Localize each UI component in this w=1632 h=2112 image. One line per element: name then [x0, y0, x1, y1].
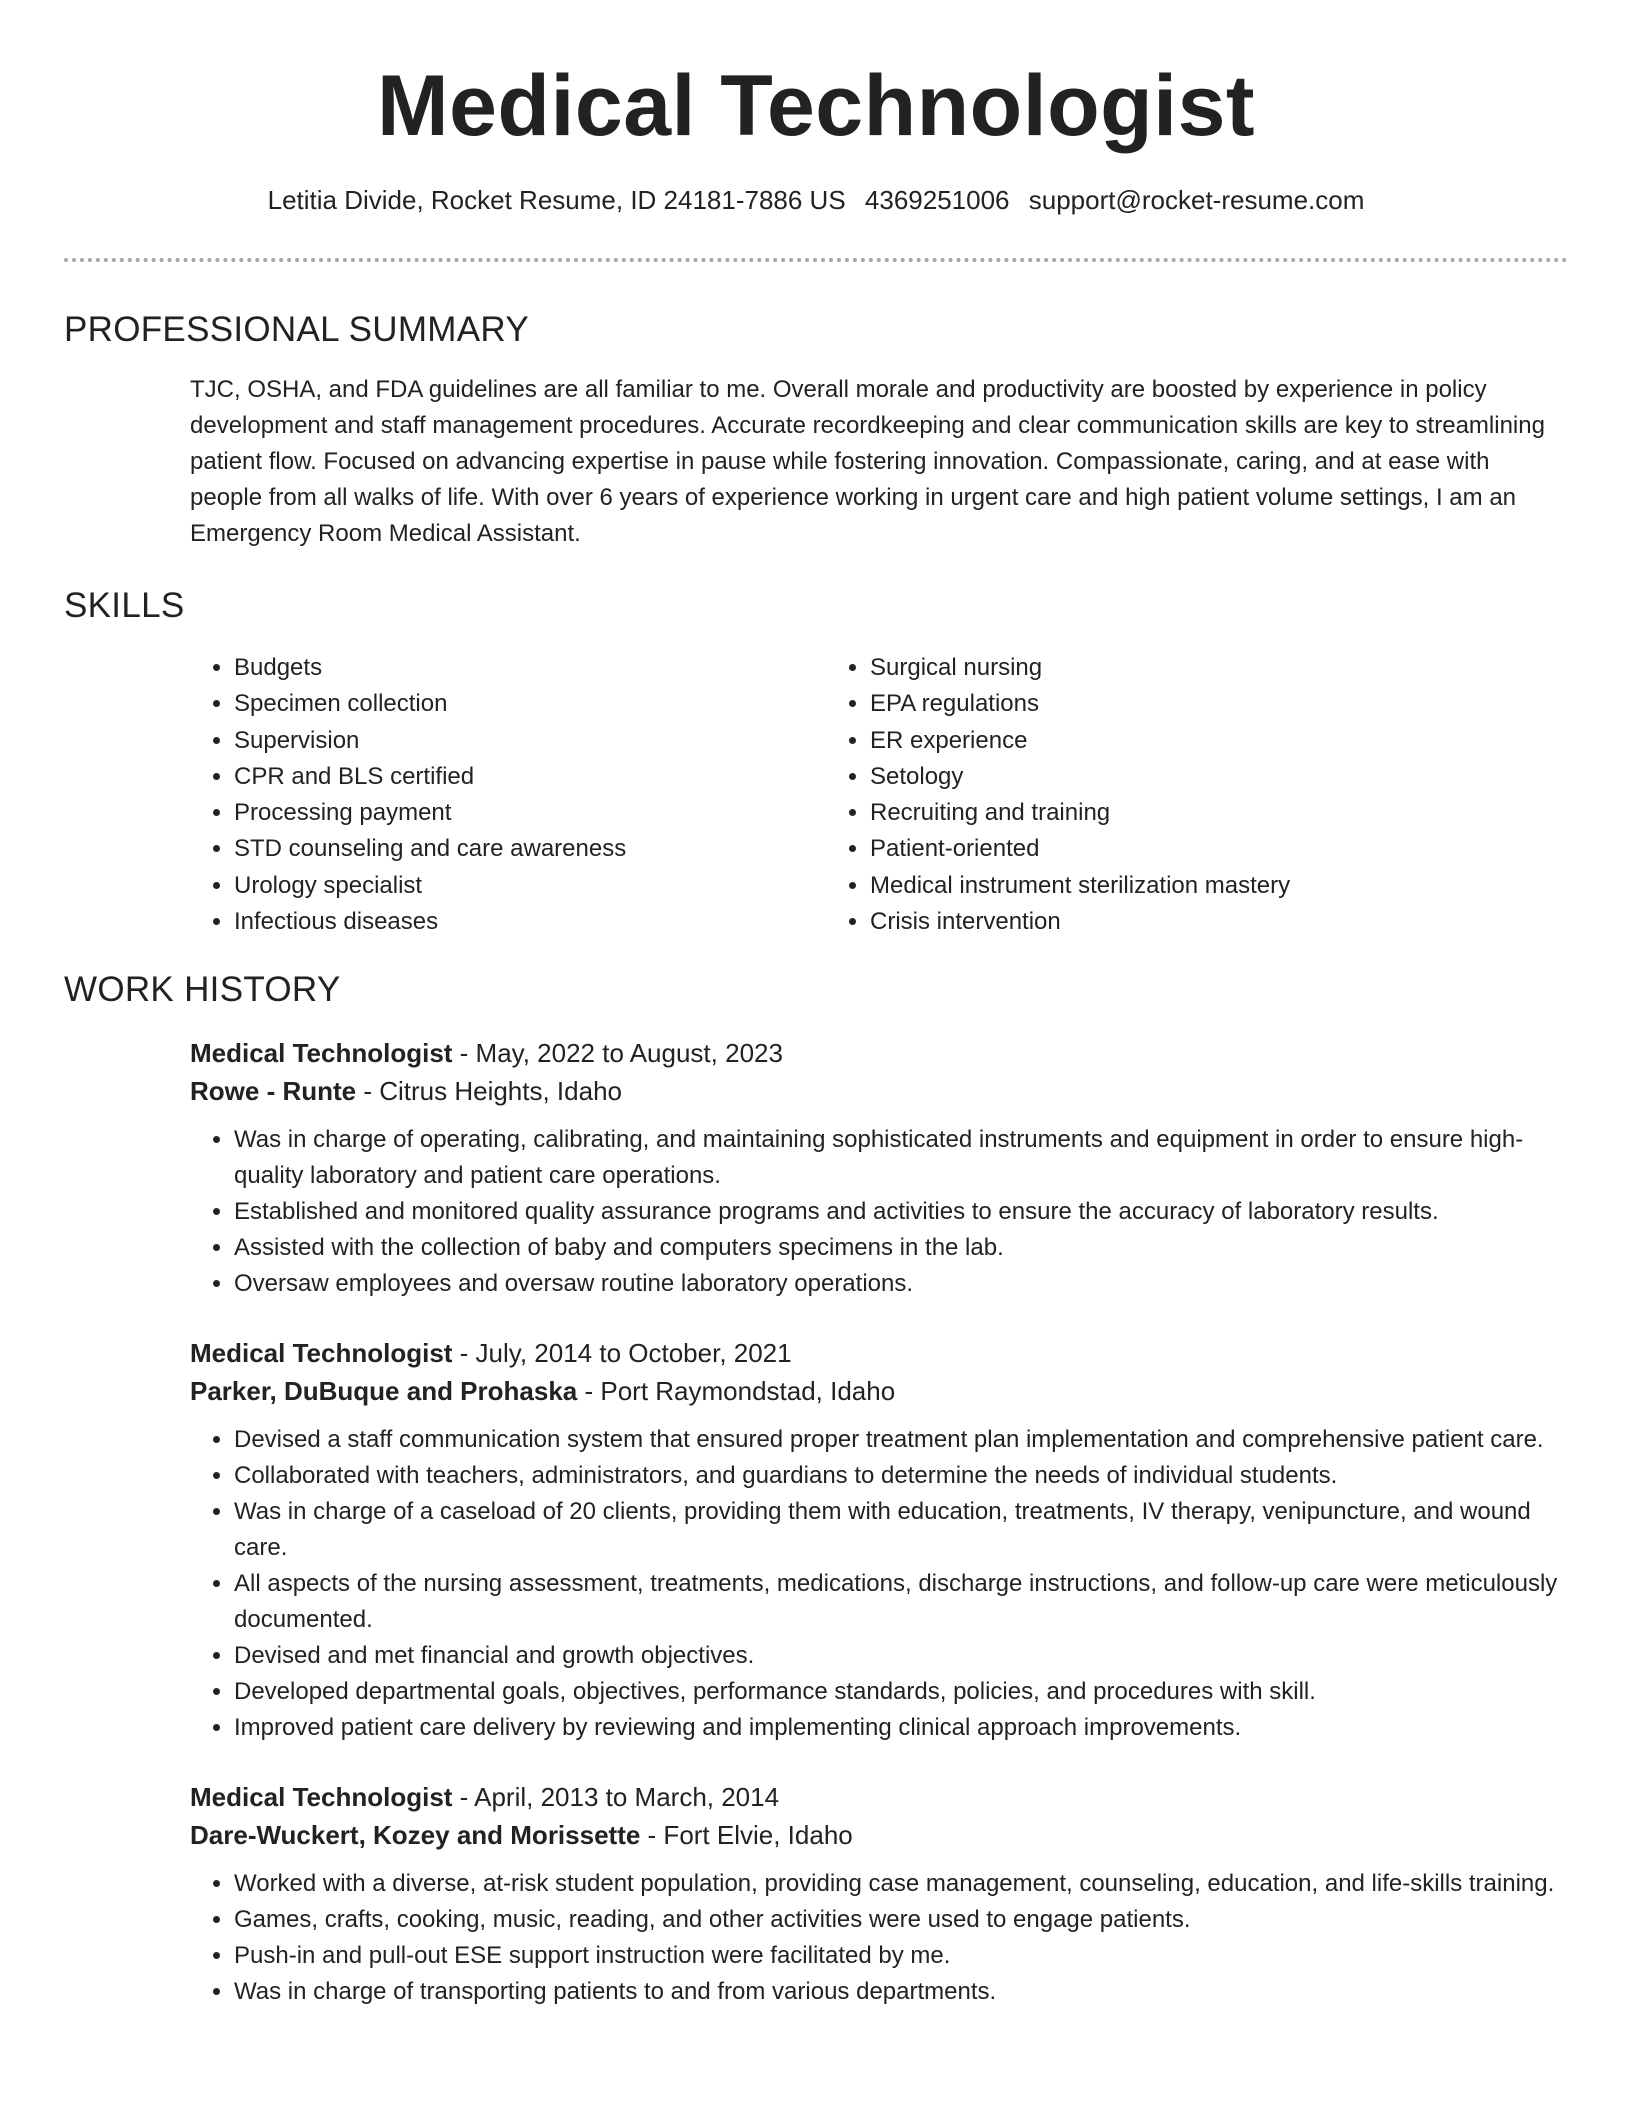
job-bullet: • Established and monitored quality assurance programs and activities to ensure the accuracy of laboratory results.: [234, 1194, 1568, 1230]
job-bullet: • Oversaw employees and oversaw routine laboratory operations.: [234, 1266, 1568, 1302]
skill-item: • Budgets: [234, 650, 826, 686]
job-bullet: • Games, crafts, cooking, music, reading, and other activities were used to engage patients.: [234, 1902, 1568, 1938]
job-entry: [190, 1778, 1568, 2010]
job-dates: - July, 2014 to October, 2021: [452, 1338, 792, 1369]
skills-column-2: [826, 650, 1568, 940]
contact-line: [64, 182, 1568, 218]
header-divider: [64, 258, 1568, 262]
skill-item: • ER experience: [870, 723, 1568, 759]
job-position: Medical Technologist: [190, 1338, 453, 1369]
skill-item: • STD counseling and care awareness: [234, 831, 826, 867]
job-entry: [190, 1034, 1568, 1302]
job-company: Parker, DuBuque and Prohaska: [190, 1376, 578, 1407]
job-bullets: [190, 1422, 1568, 1746]
skills-list: [190, 650, 1568, 940]
skill-item: • Recruiting and training: [870, 795, 1568, 831]
skill-item: • Surgical nursing: [870, 650, 1568, 686]
job-title-line: [190, 1034, 1568, 1072]
job-bullet: • Was in charge of transporting patients to and from various departments.: [234, 1974, 1568, 2010]
job-title-line: [190, 1334, 1568, 1372]
contact-email: support@rocket-resume.com: [1028, 185, 1365, 215]
job-bullet: • Devised and met financial and growth objectives.: [234, 1638, 1568, 1674]
job-company-line: [190, 1372, 1568, 1410]
skill-item: • CPR and BLS certified: [234, 759, 826, 795]
job-bullet: • Collaborated with teachers, administrators, and guardians to determine the needs of individual students.: [234, 1458, 1568, 1494]
resume-name-title: Medical Technologist: [376, 58, 1256, 154]
work-history-heading: WORK HISTORY: [64, 970, 341, 1010]
job-position: Medical Technologist: [190, 1038, 453, 1069]
job-bullet: • Assisted with the collection of baby and computers specimens in the lab.: [234, 1230, 1568, 1266]
job-position: Medical Technologist: [190, 1782, 453, 1813]
job-bullet: • Was in charge of a caseload of 20 clients, providing them with education, treatments, IV therapy, venipuncture, and wound care.: [234, 1494, 1568, 1566]
skill-item: • Urology specialist: [234, 868, 826, 904]
job-company-line: [190, 1072, 1568, 1110]
skill-item: • EPA regulations: [870, 686, 1568, 722]
job-company: Dare-Wuckert, Kozey and Morissette: [190, 1820, 641, 1851]
job-dates: - May, 2022 to August, 2023: [452, 1038, 783, 1069]
skill-item: • Supervision: [234, 723, 826, 759]
job-title-line: [190, 1778, 1568, 1816]
contact-address: Letitia Divide, Rocket Resume, ID 24181-7886 US: [267, 185, 846, 215]
skill-item: • Specimen collection: [234, 686, 826, 722]
job-bullet: • Push-in and pull-out ESE support instruction were facilitated by me.: [234, 1938, 1568, 1974]
summary-text: TJC, OSHA, and FDA guidelines are all familiar to me. Overall morale and productivity are boosted by experience in policy development and staff management procedures. Accurate recordkeeping and clear communication skills are key to streamlining patient flow. Focused on advancing expertise in pause while fostering innovation. Compassionate, caring, and at ease with people from all walks of life. With over 6 years of experience working in urgent care and high patient volume settings, I am an Emergency Room Medical Assistant.: [190, 376, 1545, 547]
job-bullet: • Was in charge of operating, calibrating, and maintaining sophisticated instruments and equipment in order to ensure high-quality laboratory and patient care operations.: [234, 1122, 1568, 1194]
skill-item: • Crisis intervention: [870, 904, 1568, 940]
job-bullet: • Improved patient care delivery by reviewing and implementing clinical approach improvements.: [234, 1710, 1568, 1746]
job-entry: [190, 1334, 1568, 1746]
contact-phone: 4369251006: [864, 185, 1010, 215]
skills-column-1: [190, 650, 826, 940]
job-company: Rowe - Runte: [190, 1076, 357, 1107]
job-location: - Port Raymondstad, Idaho: [577, 1376, 896, 1407]
job-bullet: • Worked with a diverse, at-risk student population, providing case management, counseling, education, and life-skills training.: [234, 1866, 1568, 1902]
job-bullet: • Developed departmental goals, objectives, performance standards, policies, and procedures with skill.: [234, 1674, 1568, 1710]
skills-heading: SKILLS: [64, 586, 185, 625]
job-location: - Fort Elvie, Idaho: [640, 1820, 853, 1851]
summary-heading: PROFESSIONAL SUMMARY: [64, 310, 529, 349]
job-bullets: [190, 1122, 1568, 1302]
job-bullets: [190, 1866, 1568, 2010]
skill-item: • Setology: [870, 759, 1568, 795]
job-bullet: • Devised a staff communication system that ensured proper treatment plan implementation and comprehensive patient care.: [234, 1422, 1568, 1458]
skill-item: • Infectious diseases: [234, 904, 826, 940]
job-bullet: • All aspects of the nursing assessment, treatments, medications, discharge instructions, and follow-up care were meticulously documented.: [234, 1566, 1568, 1638]
skill-item: • Processing payment: [234, 795, 826, 831]
skill-item: • Medical instrument sterilization mastery: [870, 868, 1568, 904]
job-dates: - April, 2013 to March, 2014: [452, 1782, 780, 1813]
skill-item: • Patient-oriented: [870, 831, 1568, 867]
job-company-line: [190, 1816, 1568, 1854]
job-location: - Citrus Heights, Idaho: [356, 1076, 622, 1107]
